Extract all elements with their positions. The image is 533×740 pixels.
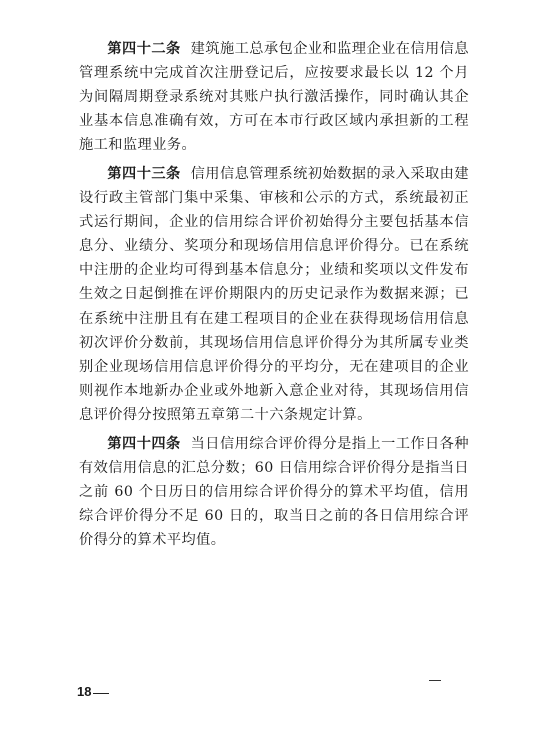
regulation-text <box>79 37 469 556</box>
page-number-dash <box>93 693 109 694</box>
margin-rule <box>429 680 441 681</box>
page-number: 18 <box>77 684 92 699</box>
article-body: 信用信息管理系统初始数据的录入采取由建设行政主管部门集中采集、审核和公示的方式，系统最初正式运行期间，企业的信用综合评价初始得分主要包括基本信息分、业绩分、奖项分和现场信用信息评价得分。已在系统中注册的企业均可得到基本信息分；业绩和奖项以文件发布生效之日起倒推在评价期限内的历史记录作为数据来源；已在系统中注册且有在建工程项目的企业在获得现场信用信息初次评价分数前，其现场信用信息评价得分为其所属专业类别企业现场信用信息评价得分的平均分，无在建项目的企业则视作本地新办企业或外地新入意企业对待，其现场信用信息评价得分按照第五章第二十六条规定计算。 <box>79 165 469 423</box>
article-42 <box>79 37 469 157</box>
article-body: 建筑施工总承包企业和监理企业在信用信息管理系统中完成首次注册登记后，应按要求最长以 12 个月为间隔周期登录系统对其账户执行激活操作，同时确认其企业基本信息准确有效，方可在本市行政区域内承担新的工程施工和监理业务。 <box>79 41 469 154</box>
article-heading: 第四十二条 <box>107 41 181 57</box>
article-heading: 第四十三条 <box>107 165 181 182</box>
article-body: 当日信用综合评价得分是指上一工作日各种有效信用信息的汇总分数；60 日信用综合评价得分是指当日之前 60 个日历日的信用综合评价得分的算术平均值，信用综合评价得分不足 60 日的，取当日之前的各日信用综合评价得分的算术平均值。 <box>79 435 469 548</box>
article-44 <box>79 432 469 552</box>
article-43 <box>79 162 469 427</box>
article-heading: 第四十四条 <box>107 435 181 452</box>
